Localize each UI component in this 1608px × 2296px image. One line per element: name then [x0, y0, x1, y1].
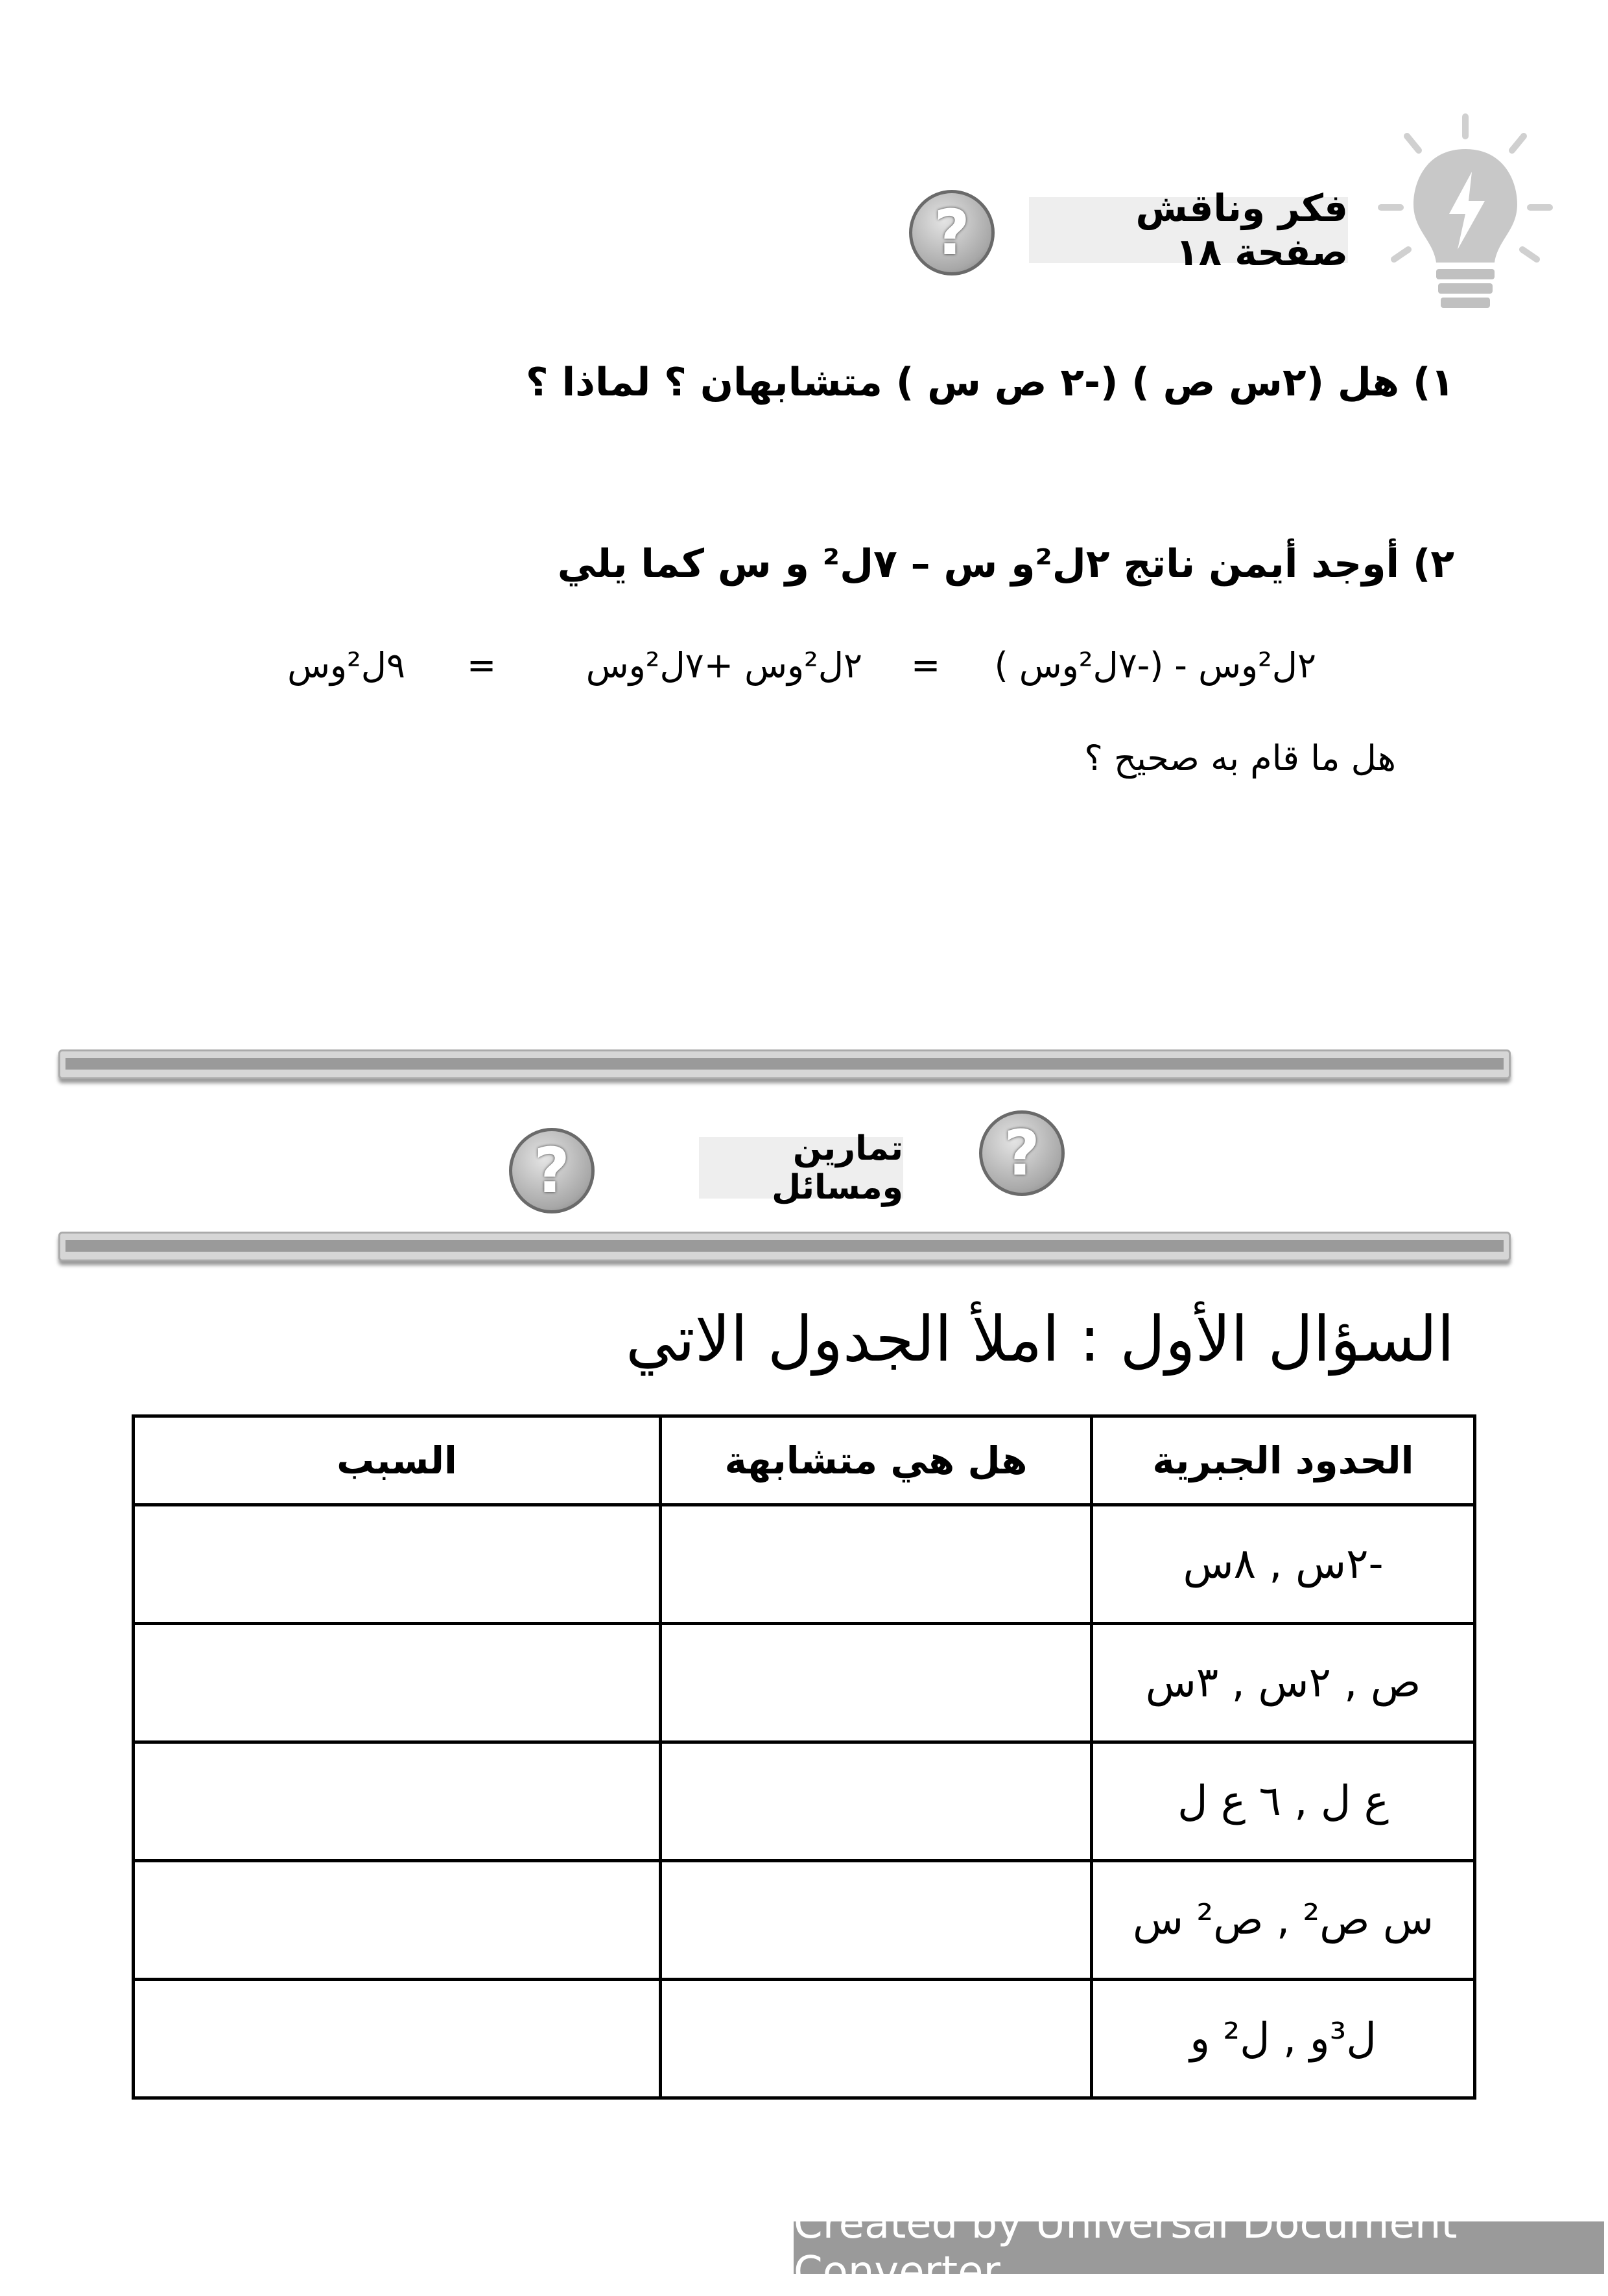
similar-answer-cell[interactable]	[661, 1505, 1092, 1624]
similar-answer-cell[interactable]	[661, 1624, 1092, 1742]
reason-answer-cell[interactable]	[134, 1980, 661, 2098]
reason-answer-cell[interactable]	[134, 1624, 661, 1742]
equation-part-1: ٢ل²وس - (-٧ل²وس )	[994, 645, 1316, 686]
column-header-similar: هل هي متشابهة	[661, 1416, 1092, 1505]
question-mark-icon: ?	[509, 1128, 595, 1213]
reason-answer-cell[interactable]	[134, 1742, 661, 1861]
question-1: ١) هل (٢س ص ) (-٢ ص س ) متشابهان ؟ لماذا ؟	[525, 360, 1454, 405]
exercise-heading: السؤال الأول : املأ الجدول الاتي	[626, 1303, 1454, 1376]
table-header-row	[134, 1416, 1475, 1505]
equation-part-2: ٢ل²وس +٧ل²وس	[585, 645, 862, 686]
equals-sign-1: =	[911, 645, 941, 686]
section-title-exercises: تمارين ومسائل	[699, 1137, 903, 1199]
terms-cell: س ص² , ص² س	[1092, 1861, 1475, 1980]
table-row	[134, 1980, 1475, 2098]
divider-bar	[58, 1232, 1511, 1261]
question-mark-icon: ?	[909, 190, 995, 275]
watermark: Created by Universal Document Converter	[794, 2221, 1604, 2274]
reason-answer-cell[interactable]	[134, 1505, 661, 1624]
table-row	[134, 1742, 1475, 1861]
similar-answer-cell[interactable]	[661, 1980, 1092, 2098]
column-header-reason: السبب	[134, 1416, 661, 1505]
table-row	[134, 1505, 1475, 1624]
terms-cell: ص , ٢س , ٣س	[1092, 1624, 1475, 1742]
question-2: ٢) أوجد أيمن ناتج ٢ل²و س – ٧ل² و س كما يلي	[557, 541, 1454, 587]
divider-bar	[58, 1049, 1511, 1079]
terms-cell: -٢س , ٨س	[1092, 1505, 1475, 1624]
section-title-think-discuss: فكر وناقش صفحة ١٨	[1029, 197, 1348, 263]
terms-cell: ع ل , ٦ ع ل	[1092, 1742, 1475, 1861]
reason-answer-cell[interactable]	[134, 1861, 661, 1980]
table-row	[134, 1861, 1475, 1980]
equals-sign-2: =	[467, 645, 497, 686]
column-header-terms: الحدود الجبرية	[1092, 1416, 1475, 1505]
similar-answer-cell[interactable]	[661, 1861, 1092, 1980]
table-row	[134, 1624, 1475, 1742]
equation-part-3: ٩ل²وس	[287, 645, 405, 686]
question-mark-icon: ?	[979, 1110, 1065, 1196]
terms-table	[132, 1414, 1476, 2100]
terms-cell: ل³و , ل² و	[1092, 1980, 1475, 2098]
check-question: هل ما قام به صحيح ؟	[1084, 738, 1396, 779]
similar-answer-cell[interactable]	[661, 1742, 1092, 1861]
lightbulb-icon	[1368, 110, 1563, 331]
